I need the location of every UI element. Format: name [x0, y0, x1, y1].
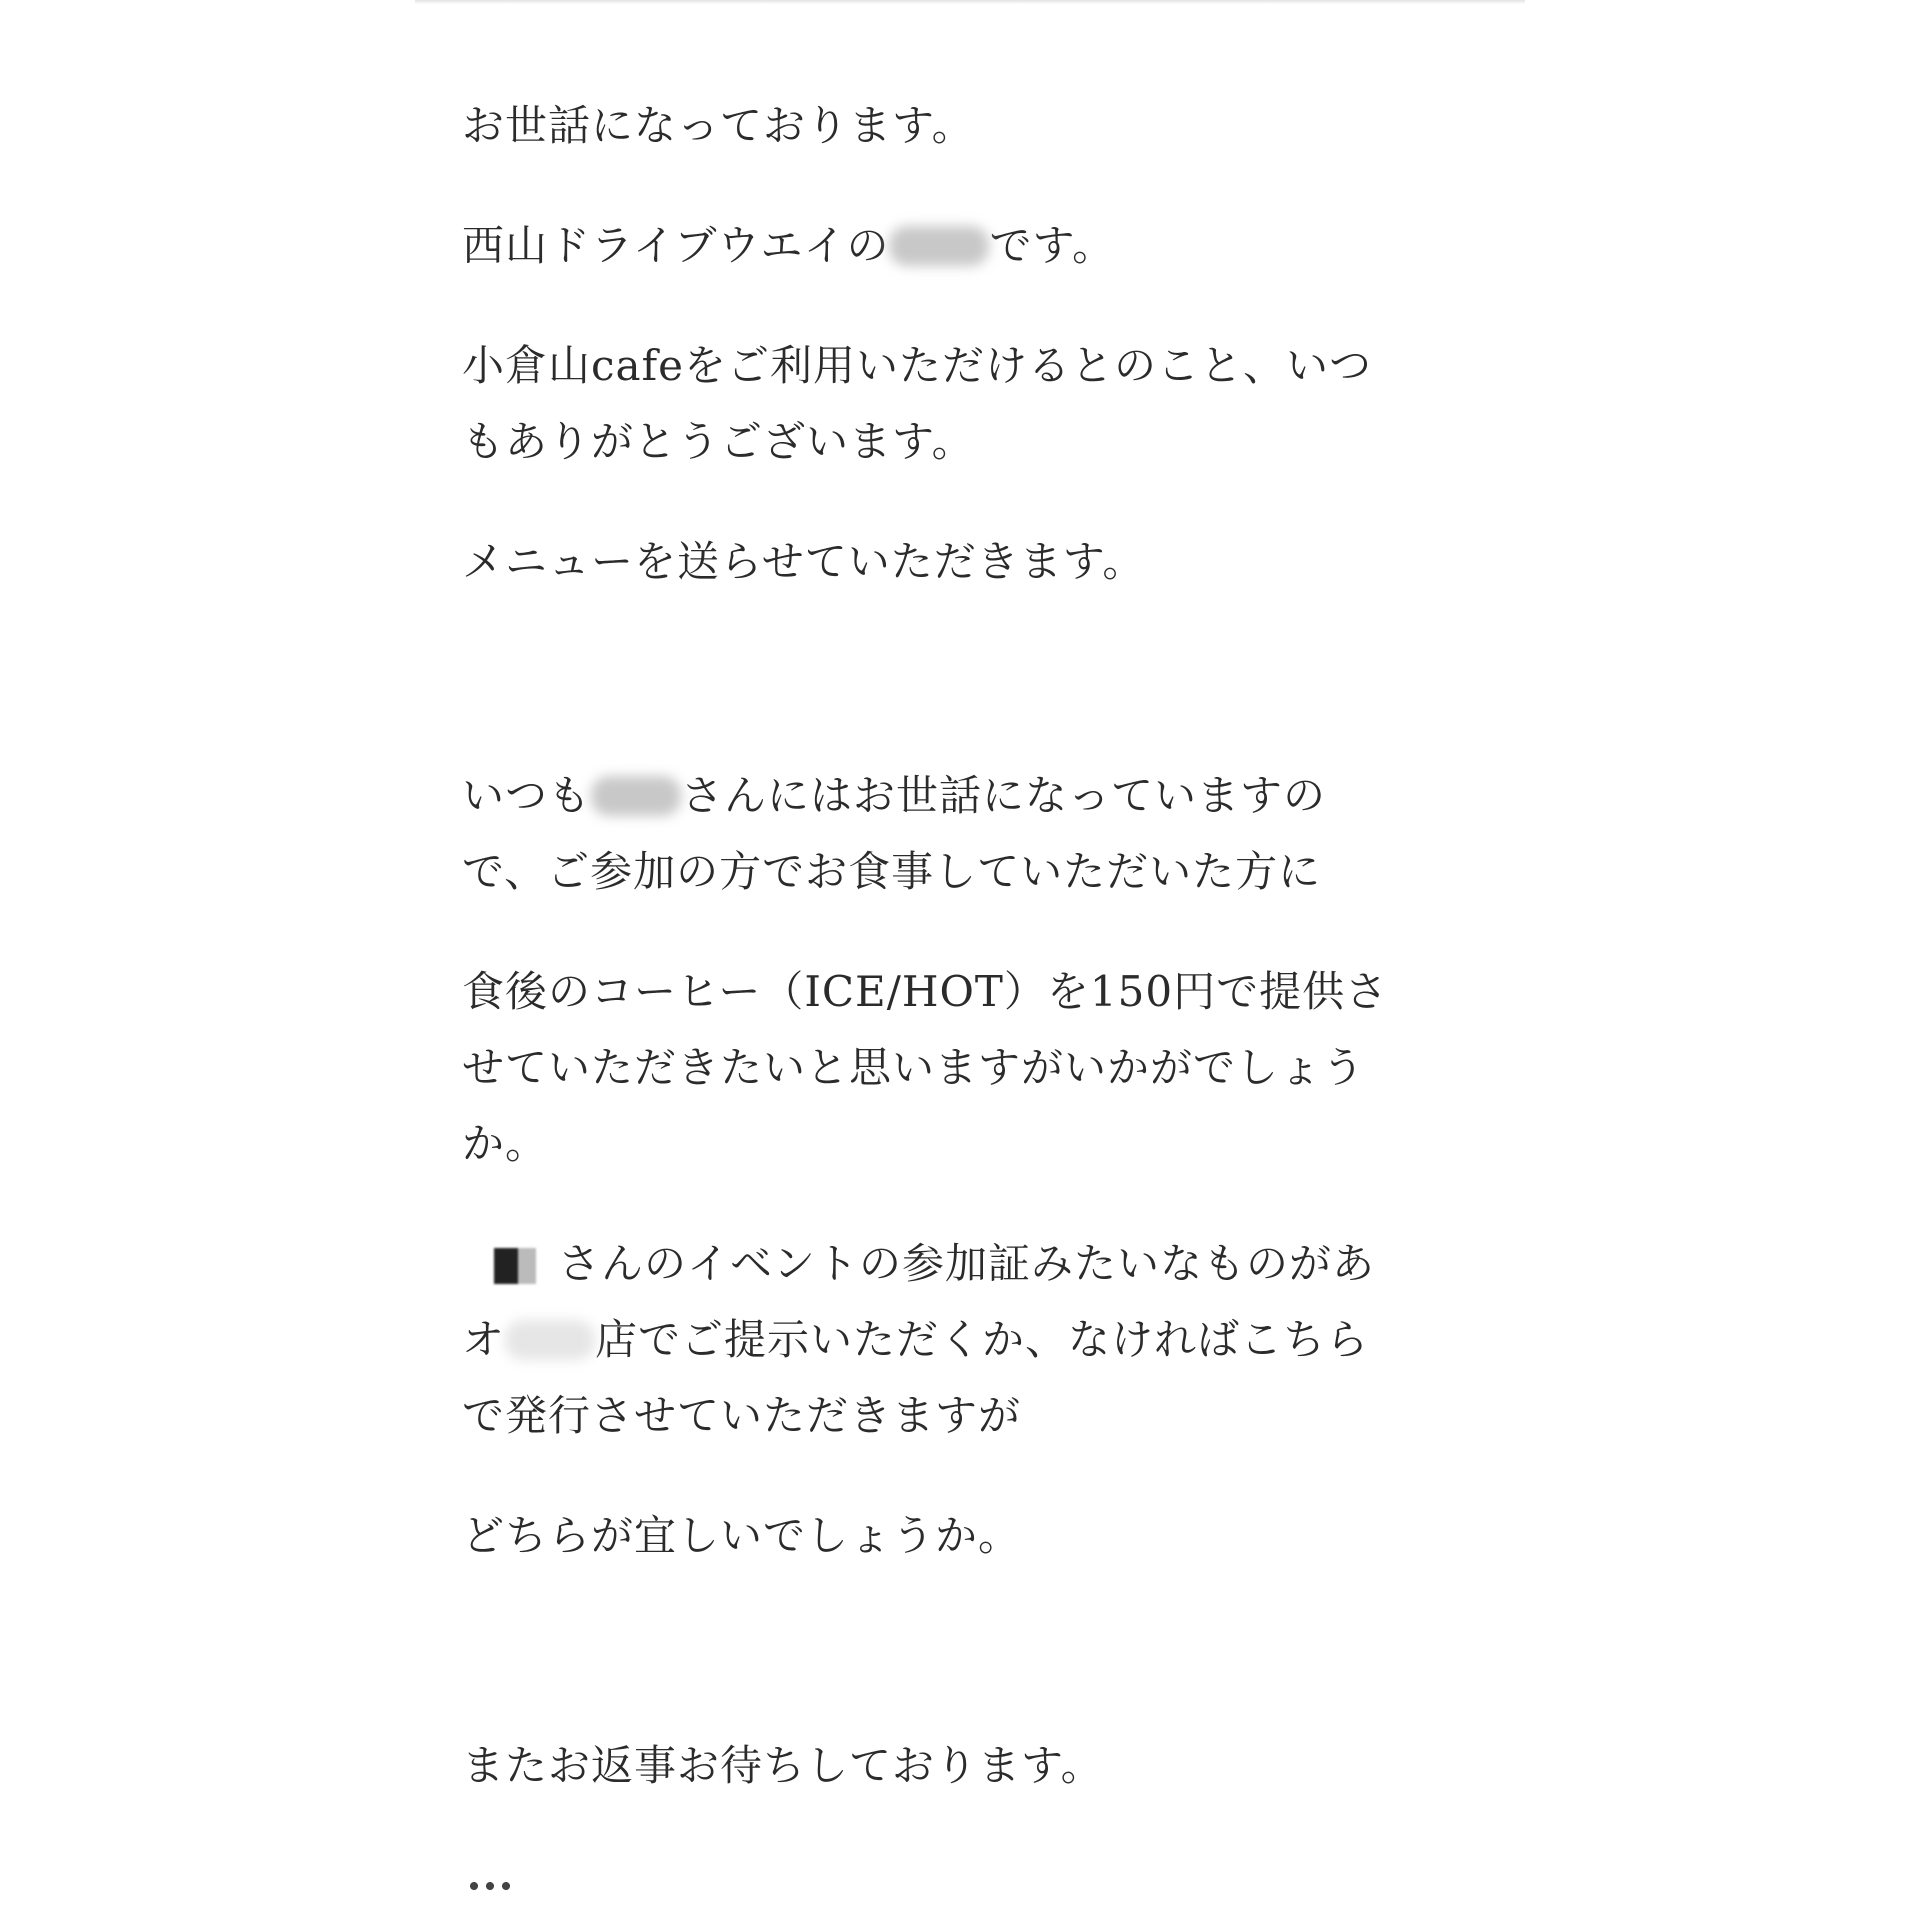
redacted-name — [462, 1248, 558, 1284]
intro-text-before: 西山ドライブウエイの — [462, 221, 890, 270]
thanks-line-2: もありがとうございます。 — [462, 417, 975, 466]
pass-line-1 — [462, 1226, 1375, 1302]
closing-line: またお返事お待ちしております。 — [462, 1741, 1104, 1790]
redacted-text — [505, 1320, 595, 1360]
always-text-before: いつも — [462, 771, 592, 820]
pass-line-2 — [462, 1302, 1369, 1378]
coffee-line-2: せていただきたいと思いますがいかがでしょう — [462, 1043, 1366, 1092]
which-line: どちらが宜しいでしょうか。 — [462, 1511, 1022, 1560]
always-line-1 — [462, 758, 1326, 834]
pass-line-3: で発行させていただきますが — [462, 1391, 1022, 1440]
menu-line: メニューを送らせていただきます。 — [462, 537, 1146, 586]
more-dots-icon[interactable] — [466, 1880, 516, 1892]
greeting-line: お世話になっております。 — [462, 101, 975, 150]
pass-text-before: オ — [462, 1315, 506, 1364]
always-text-after: さんにはお世話になっていますの — [681, 771, 1327, 820]
intro-line — [462, 208, 1115, 284]
coffee-line-3: か。 — [462, 1119, 549, 1168]
always-line-2: で、ご参加の方でお食事していただいた方に — [462, 847, 1322, 896]
thanks-line-1: 小倉山cafeをご利用いただけるとのこと、いつ — [462, 341, 1372, 390]
intro-text-after: です。 — [989, 221, 1116, 270]
pass-text-after: 店でご提示いただくか、なければこちら — [595, 1315, 1370, 1364]
top-shadow — [415, 0, 1525, 4]
pass-text-after: さんのイベントの参加証みたいなものがあ — [558, 1239, 1376, 1288]
redacted-name — [591, 776, 681, 816]
coffee-line-1: 食後のコーヒー（ICE/HOT）を150円で提供さ — [462, 967, 1389, 1016]
redacted-name — [889, 226, 989, 266]
